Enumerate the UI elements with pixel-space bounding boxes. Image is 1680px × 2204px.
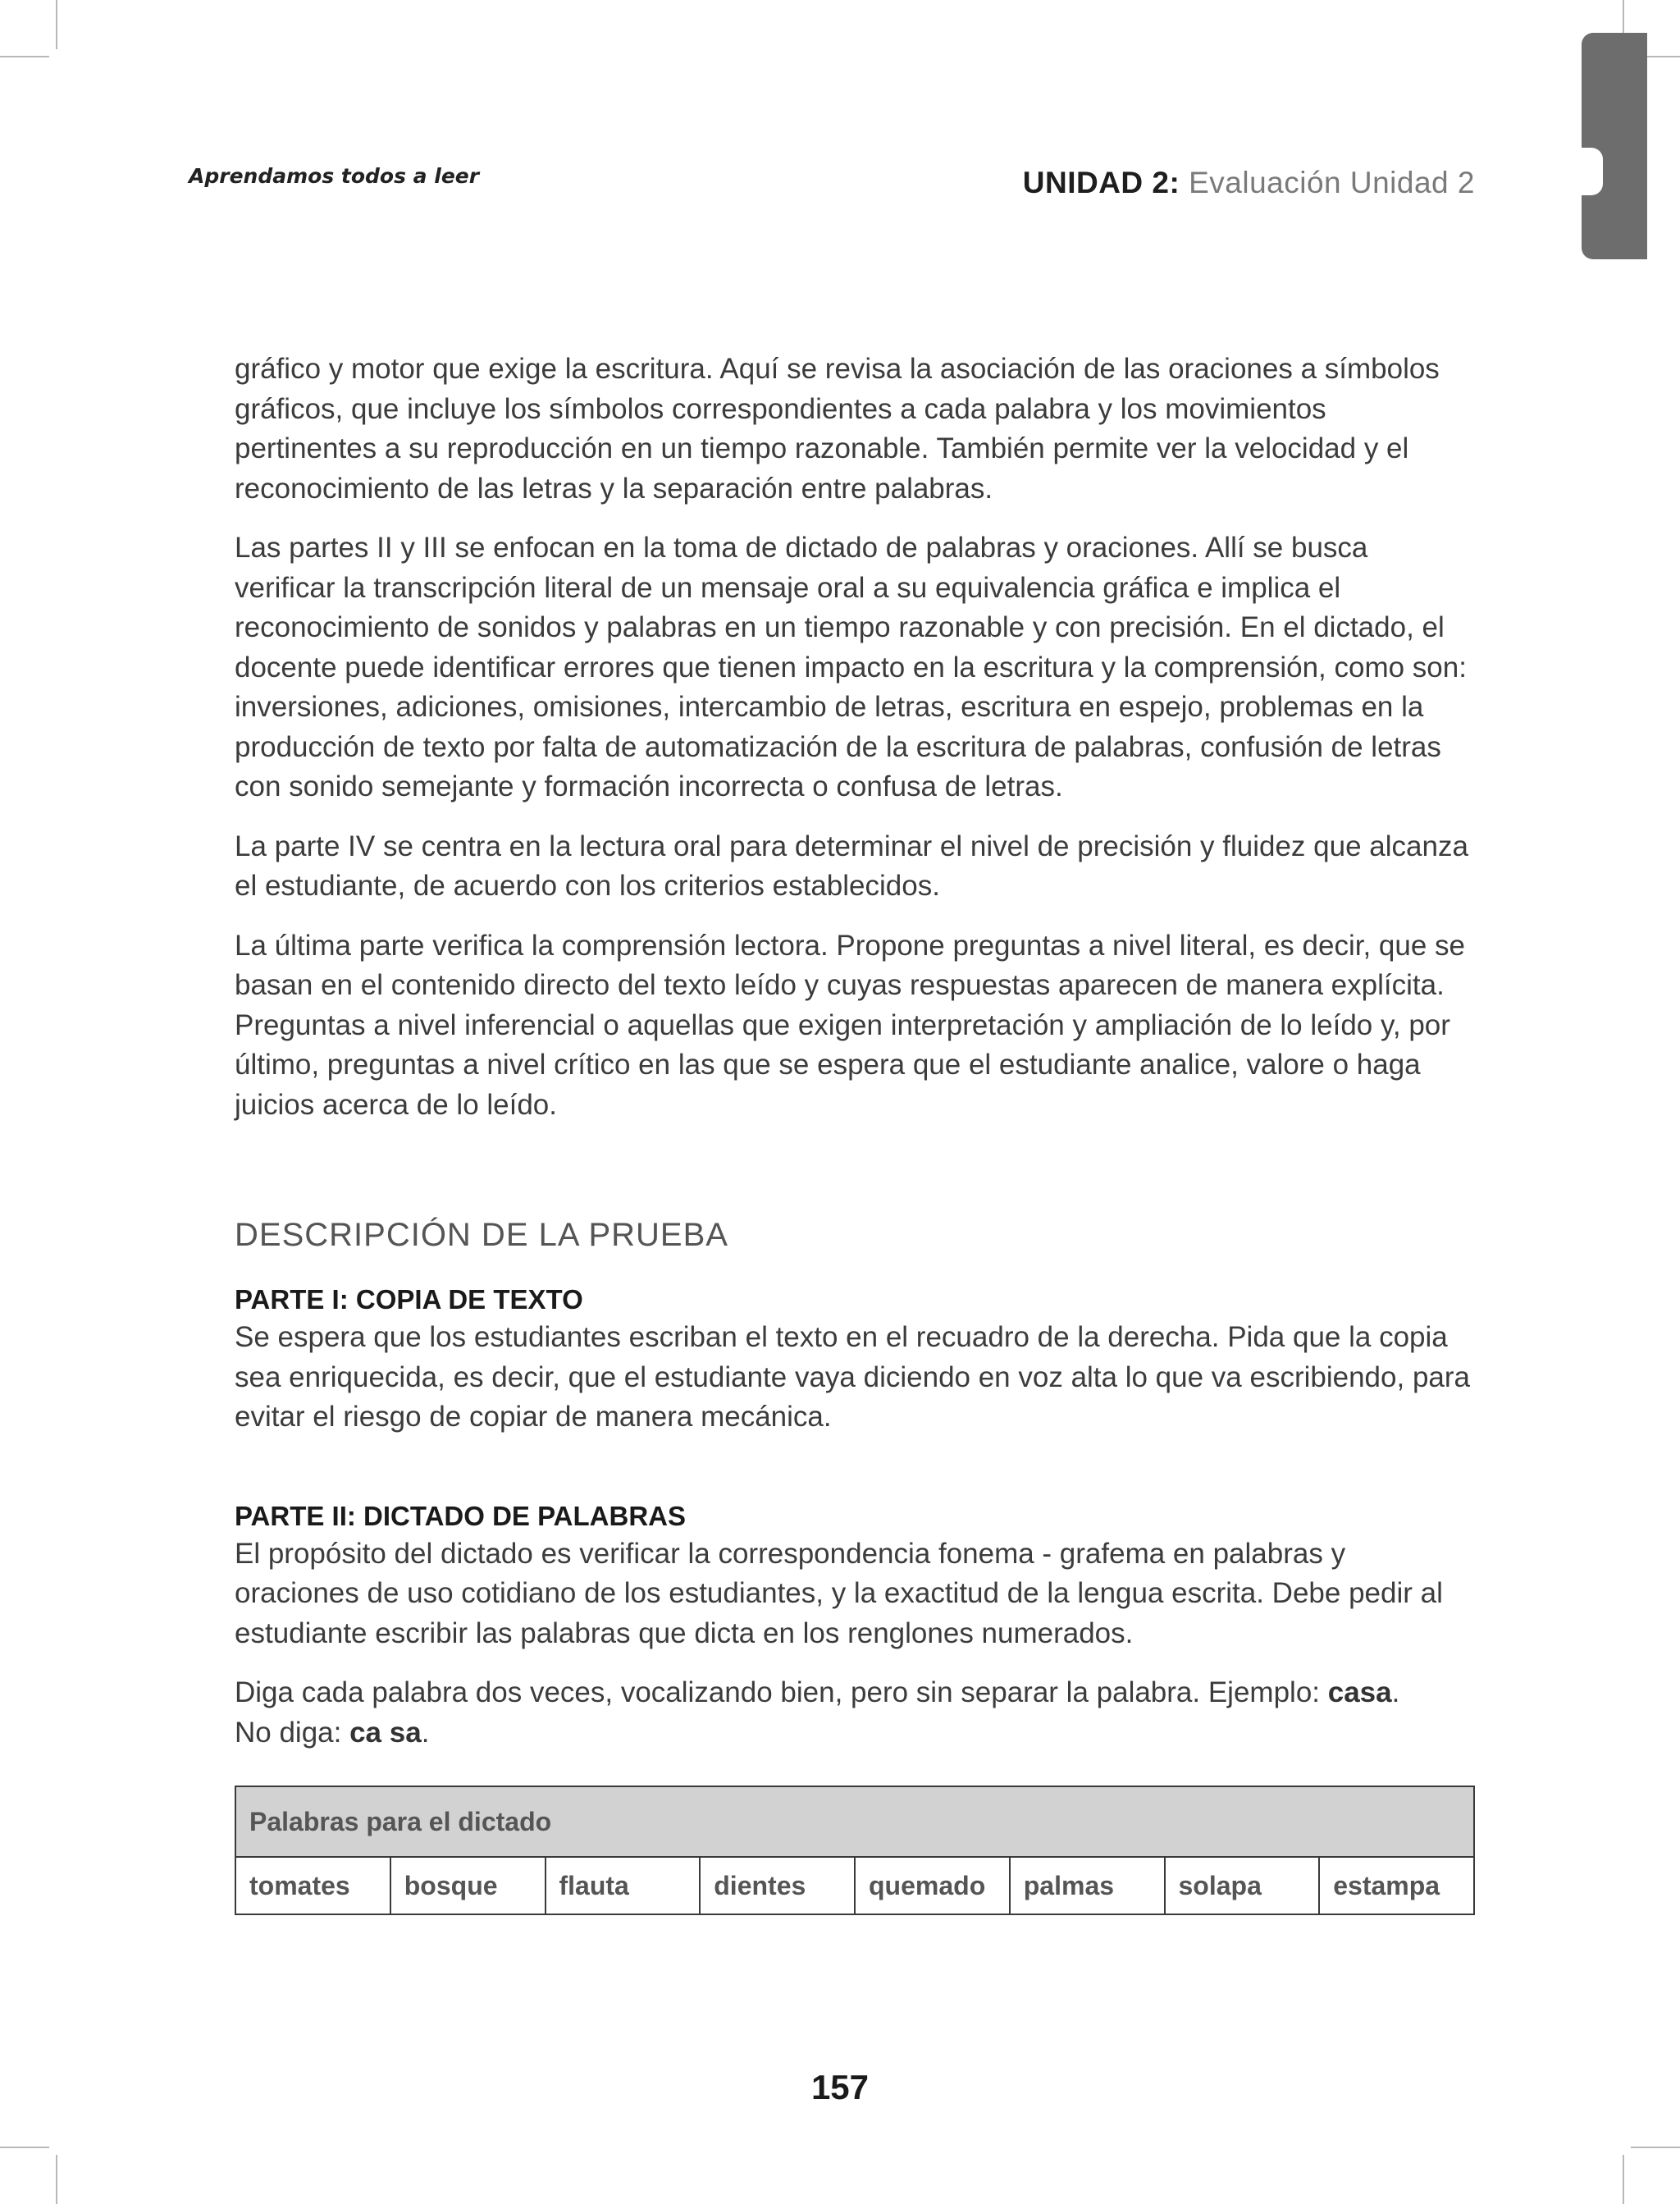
table-row [235, 1857, 1474, 1914]
table-cell-word: palmas [1010, 1857, 1165, 1914]
part1-text: Se espera que los estudiantes escriban el texto en el recuadro de la derecha. Pida que la copia sea enriquecida, es decir, que el estudiante vaya diciendo en voz alta lo que va escribiendo, para evitar el riesgo de copiar de manera mecánica. [235, 1321, 1470, 1433]
example-period: . [1391, 1676, 1400, 1708]
body-paragraph: Las partes II y III se enfocan en la toma de dictado de palabras y oraciones. Allí se busca verificar la transcripción literal de un mensaje oral a su equivalencia gráfica e implica el reconocimiento de sonidos y palabras en un tiempo razonable y con precisión. En el dictado, el docente puede identificar errores que tienen impacto en la escritura y la comprensión, como son: inversiones, adiciones, omisiones, intercambio de letras, escritura en espejo, problemas en la producción de texto por falta de automatización de la escritura de palabras, confusión de letras con sonido semejante y formación incorrecta o confusa de letras. [235, 532, 1467, 802]
no-say-text: No diga: [235, 1716, 350, 1749]
body-paragraph: La parte IV se centra en la lectura oral para determinar el nivel de precisión y fluidez que alcanza el estudiante, de acuerdo con los criterios establecidos. [235, 830, 1468, 902]
side-tab-marker [1582, 33, 1647, 259]
table-cell-word: solapa [1165, 1857, 1320, 1914]
table-cell-word: quemado [855, 1857, 1010, 1914]
body-paragraph: La última parte verifica la comprensión lectora. Propone preguntas a nivel literal, es decir, que se basan en el contenido directo del texto leído y cuyas respuestas aparecen de manera explícita. Preguntas a nivel inferencial o aquellas que exigen interpretación y ampliación de lo leído y, por último, preguntas a nivel crítico en las que se espera que el estudiante analice, valore o haga juicios acerca de lo leído. [235, 929, 1465, 1121]
table-cell-word: estampa [1319, 1857, 1474, 1914]
spacer [235, 1457, 1475, 1498]
body-paragraph: gráfico y motor que exige la escritura. Aquí se revisa la asociación de las oraciones a símbolos gráficos, que incluye los símbolos correspondientes a cada palabra y los movimientos pertinentes a su reproducción en un tiempo razonable. También permite ver la velocidad y el reconocimiento de las letras y la separación entre palabras. [235, 353, 1440, 505]
example-text: Diga cada palabra dos veces, vocalizando bien, pero sin separar la palabra. Ejemplo: [235, 1676, 1328, 1708]
part1-heading: PARTE I: COPIA DE TEXTO [235, 1284, 583, 1315]
crop-mark [0, 56, 49, 57]
no-say-word: ca sa [349, 1716, 422, 1749]
crop-mark [1623, 2155, 1624, 2204]
unit-label: UNIDAD 2: [1022, 166, 1180, 199]
part2-heading: PARTE II: DICTADO DE PALABRAS [235, 1500, 686, 1531]
page-number: 157 [810, 2068, 870, 2106]
table-cell-word: dientes [700, 1857, 855, 1914]
table-cell-word: flauta [546, 1857, 701, 1914]
unit-subtitle: Evaluación Unidad 2 [1189, 166, 1475, 199]
table-cell-word: bosque [390, 1857, 546, 1914]
page-content [235, 350, 1475, 1915]
crop-mark [56, 0, 57, 49]
crop-mark [0, 2147, 49, 2148]
example-word: casa [1327, 1676, 1392, 1708]
dictation-example [235, 1673, 1475, 1753]
no-say-period: . [421, 1716, 430, 1749]
book-title: Aprendamos todos a leer [189, 164, 480, 188]
unit-header [1023, 166, 1475, 200]
section-title: DESCRIPCIÓN DE LA PRUEBA [235, 1217, 728, 1253]
dictation-words-table [235, 1786, 1475, 1915]
table-cell-word: tomates [235, 1857, 390, 1914]
crop-mark [56, 2155, 57, 2204]
crop-mark [1631, 2147, 1680, 2148]
side-tab-notch [1582, 148, 1603, 195]
part2-text: El propósito del dictado es verificar la correspondencia fonema - grafema en palabras y oraciones de uso cotidiano de los estudiantes, y la exactitud de la lengua escrita. Debe pedir al estudiante escribir las palabras que dicta en los renglones numerados. [235, 1537, 1443, 1649]
table-header: Palabras para el dictado [235, 1786, 1474, 1857]
